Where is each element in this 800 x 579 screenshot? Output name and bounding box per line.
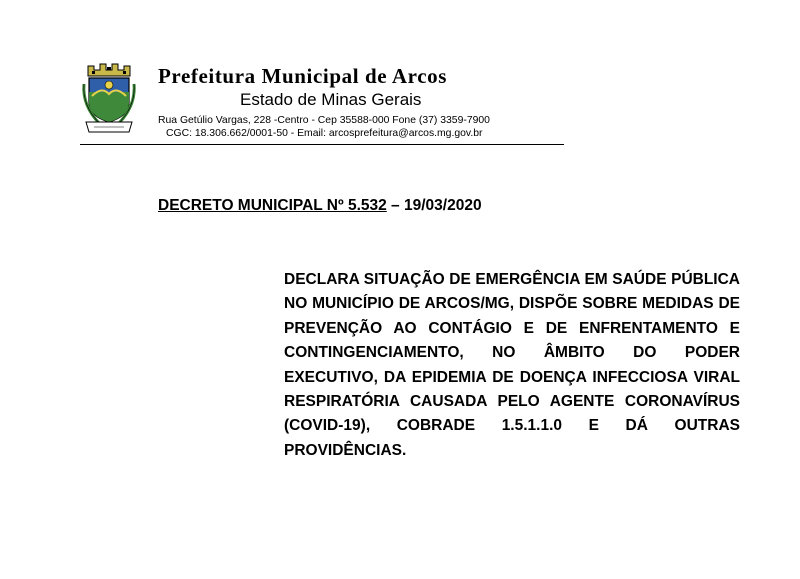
- decree-title: [158, 197, 482, 215]
- contact-line: CGC: 18.306.662/0001-50 - Email: arcosprefeitura@arcos.mg.gov.br: [166, 128, 483, 139]
- decree-number: DECRETO MUNICIPAL Nº 5.532: [158, 197, 387, 214]
- municipal-coat-of-arms-icon: [80, 62, 138, 134]
- org-name: Prefeitura Municipal de Arcos: [158, 64, 448, 88]
- letterhead-divider: [80, 144, 564, 145]
- letterhead-text: [158, 64, 564, 140]
- decree-separator: –: [386, 197, 404, 214]
- decree-summary: DECLARA SITUAÇÃO DE EMERGÊNCIA EM SAÚDE PÚBLICA NO MUNICÍPIO DE ARCOS/MG, DISPÕE SOBRE MEDIDAS DE PREVENÇÃO AO CONTÁGIO E DE ENFRENTAMENTO E CONTINGENCIAMENTO, NO ÂMBITO DO PODER EXECUTIVO, DA EPIDEMIA DE DOENÇA INFECCIOSA VIRAL RESPIRATÓRIA CAUSADA PELO AGENTE CORONAVÍRUS (COVID-19), COBRADE 1.5.1.1.0 E DÁ OUTRAS PROVIDÊNCIAS.: [284, 271, 740, 459]
- state-name: Estado de Minas Gerais: [240, 90, 422, 109]
- address-line: Rua Getúlio Vargas, 228 -Centro - Cep 35588-000 Fone (37) 3359-7900: [158, 115, 490, 126]
- letterhead: [80, 62, 564, 146]
- decree-date: 19/03/2020: [403, 197, 482, 214]
